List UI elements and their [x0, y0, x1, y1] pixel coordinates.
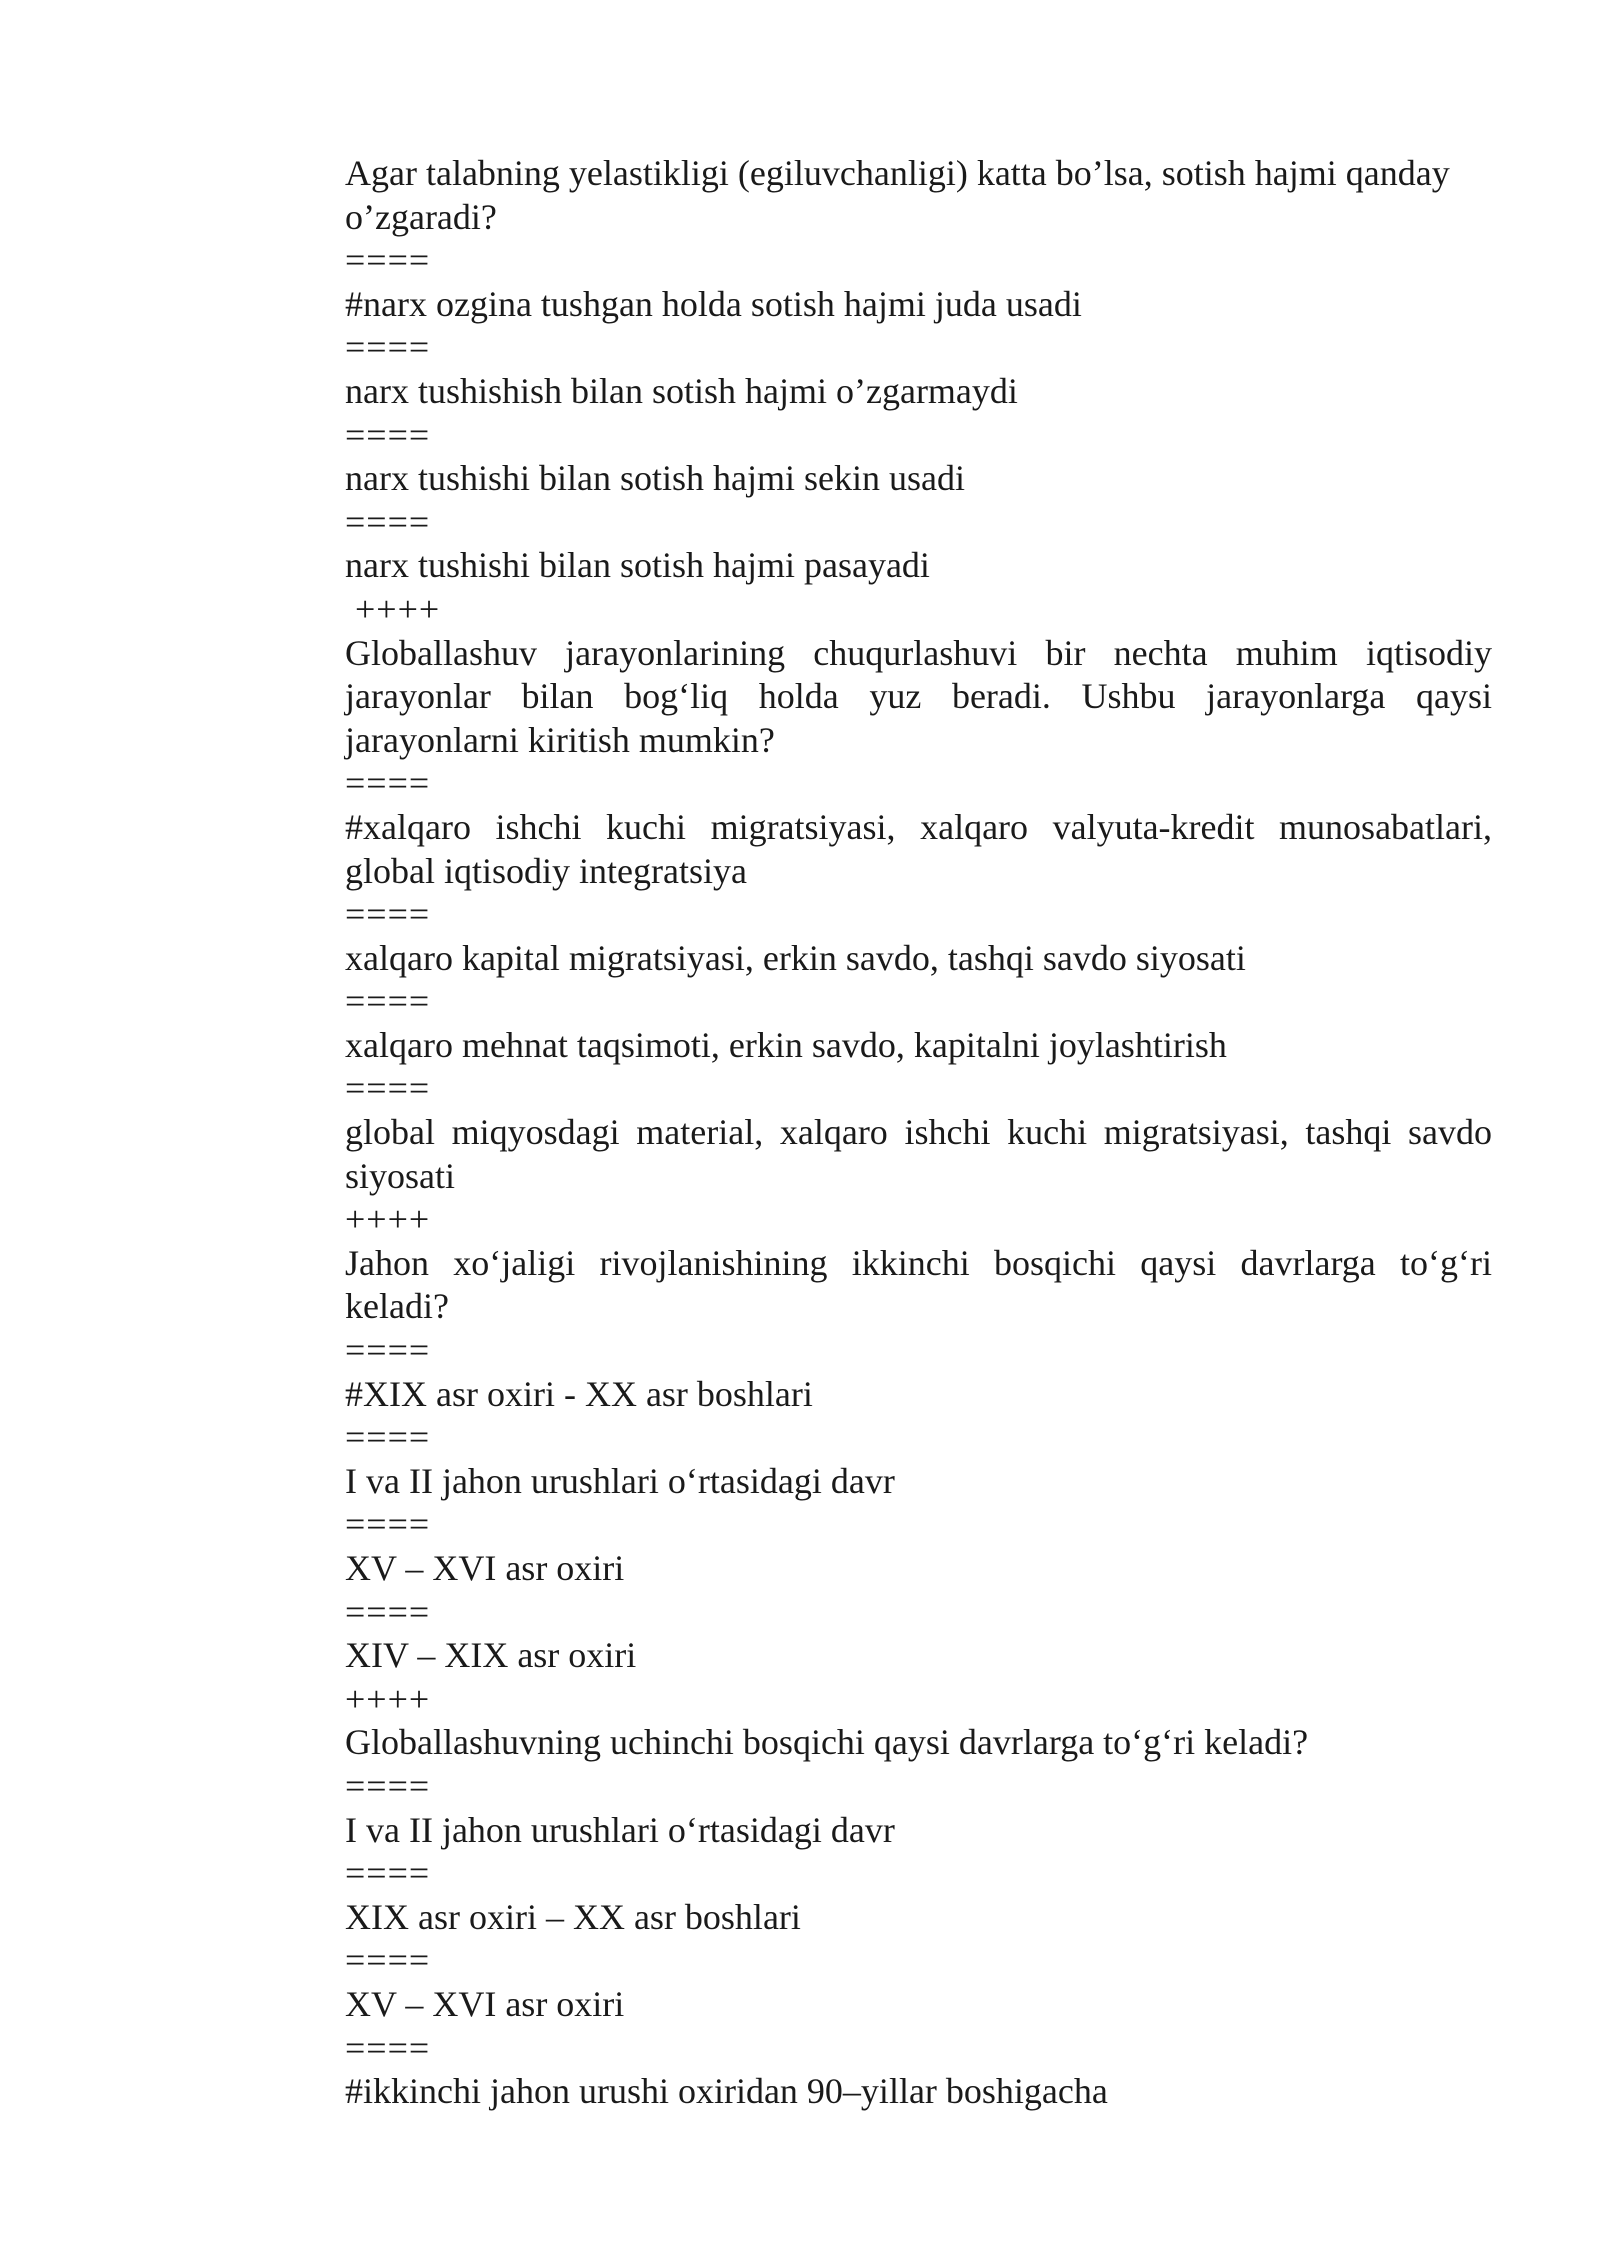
correct-answer-text: #xalqaro ishchi kuchi migratsiyasi, xalqaro valyuta-kredit munosabatlari, global iqtisodiy integratsiya	[345, 806, 1492, 891]
text-paragraph: Agar talabning yelastikligi (egiluvchanligi) katta bo’lsa, sotish hajmi qanday o’zgaradi?	[345, 153, 1450, 237]
option-separator: ====	[345, 327, 431, 368]
document-page	[345, 152, 1492, 2114]
option-separator: ====	[345, 240, 431, 281]
text-paragraph: narx tushishi bilan sotish hajmi sekin usadi	[345, 458, 965, 499]
correct-answer-text: #narx ozgina tushgan holda sotish hajmi juda usadi	[345, 283, 1082, 324]
text-paragraph: xalqaro kapital migratsiyasi, erkin savdo, tashqi savdo siyosati	[345, 937, 1246, 978]
text-paragraph: xalqaro mehnat taqsimoti, erkin savdo, kapitalni joylashtirish	[345, 1024, 1227, 1065]
option-separator: ====	[345, 1417, 431, 1458]
text-paragraph: Globallashuv jarayonlarining chuqurlashuvi bir nechta muhim iqtisodiy jarayonlar bilan bog‘liq holda yuz beradi. Ushbu jarayonlarga qaysi jarayonlarni kiritish mumkin?	[345, 632, 1492, 760]
option-separator: ====	[345, 1330, 431, 1371]
option-separator: ====	[345, 1068, 431, 1109]
question-separator: ++++	[345, 1199, 431, 1240]
text-paragraph: narx tushishi bilan sotish hajmi pasayadi	[345, 545, 930, 586]
option-separator: ====	[345, 1591, 431, 1632]
option-separator: ====	[345, 981, 431, 1022]
correct-answer-text: #ikkinchi jahon urushi oxiridan 90–yillar boshigacha	[345, 2071, 1108, 2112]
question-separator: ++++	[345, 1678, 431, 1719]
option-separator: ====	[345, 894, 431, 935]
option-separator: ====	[345, 501, 431, 542]
option-separator: ====	[345, 763, 431, 804]
text-paragraph: Globallashuvning uchinchi bosqichi qaysi davrlarga to‘g‘ri keladi?	[345, 1722, 1309, 1763]
option-separator: ====	[345, 1940, 431, 1981]
question-separator: ++++	[345, 588, 441, 629]
option-separator: ====	[345, 1765, 431, 1806]
text-paragraph: XIV – XIX asr oxiri	[345, 1635, 637, 1676]
text-paragraph: XV – XVI asr oxiri	[345, 1548, 625, 1588]
option-separator: ====	[345, 2027, 431, 2068]
text-paragraph: I va II jahon urushlari o‘rtasidagi davr	[345, 1809, 895, 1850]
text-paragraph: XV – XVI asr oxiri	[345, 1983, 625, 2024]
text-paragraph: Jahon xo‘jaligi rivojlanishining ikkinchi bosqichi qaysi davrlarga to‘g‘ri keladi?	[345, 1242, 1492, 1327]
option-separator: ====	[345, 1853, 431, 1894]
text-paragraph: I va II jahon urushlari o‘rtasidagi davr	[345, 1460, 895, 1501]
text-paragraph: XIX asr oxiri – XX asr boshlari	[345, 1896, 801, 1937]
option-separator: ====	[345, 1504, 431, 1545]
text-paragraph: narx tushishish bilan sotish hajmi o’zgarmaydi	[345, 370, 1018, 411]
correct-answer-text: #XIX asr oxiri - XX asr boshlari	[345, 1373, 813, 1414]
text-paragraph: global miqyosdagi material, xalqaro ishchi kuchi migratsiyasi, tashqi savdo siyosati	[345, 1112, 1492, 1196]
option-separator: ====	[345, 414, 431, 455]
